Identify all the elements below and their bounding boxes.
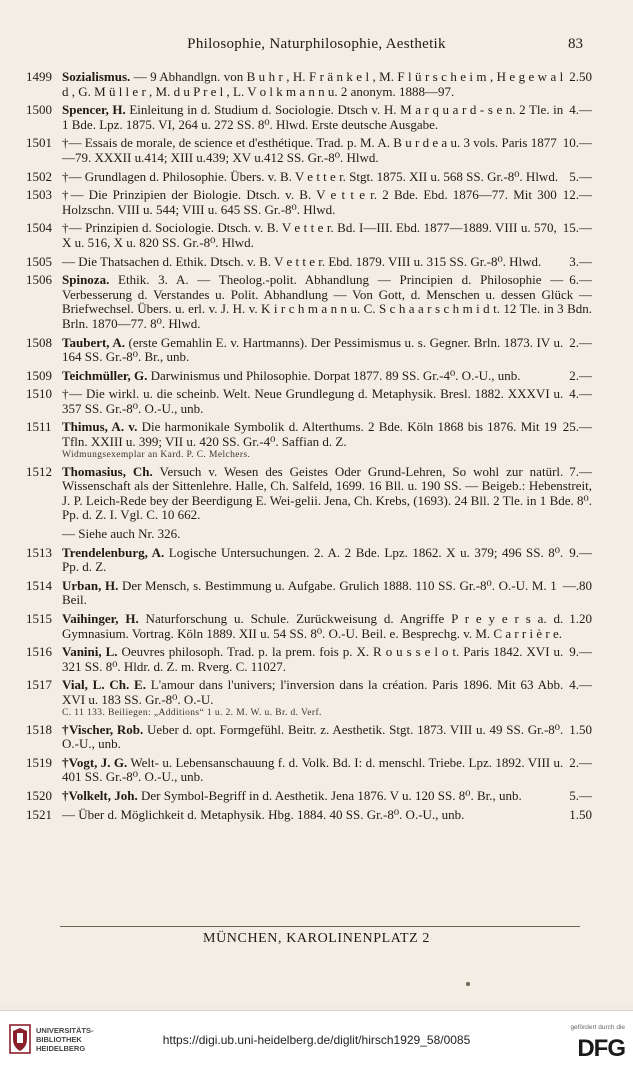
catalogue-entry <box>26 255 592 270</box>
see-also-reference: — Siehe auch Nr. 326. <box>62 526 181 542</box>
entry-author: Thimus, A. v. <box>62 419 138 435</box>
catalogue-entry <box>26 756 592 785</box>
entry-price: 4.— <box>569 677 592 693</box>
entry-price: 6.— <box>569 272 592 288</box>
catalogue-entry <box>26 546 592 575</box>
catalogue-entry <box>26 387 592 416</box>
entry-number: 1515 <box>26 611 52 626</box>
catalogue-entry <box>26 465 592 523</box>
entry-number: 1520 <box>26 787 52 803</box>
entry-text: Der Mensch, s. Bestimmung u. Aufgabe. Grulich 1888. 110 SS. Gr.-8⁰. O.-U. M. 1 Beil. <box>62 577 557 608</box>
entry-price: 5.— <box>569 168 592 184</box>
catalogue-entry <box>26 336 592 365</box>
running-head <box>0 36 633 56</box>
catalogue-entry <box>26 136 592 165</box>
entry-number: 1512 <box>26 463 52 479</box>
entry-number: 1518 <box>26 721 52 737</box>
entry-number: 1509 <box>26 367 52 383</box>
entry-author: Trendelenburg, A. <box>62 544 165 560</box>
catalogue-entry <box>26 170 592 185</box>
entry-number: 1511 <box>26 419 52 435</box>
running-head-title: Philosophie, Naturphilosophie, Aesthetik <box>187 36 446 52</box>
entry-text: Die harmonikale Symbolik d. Alterthums. 2 Bde. Köln 1868 bis 1876. Mit 19 Tfln. XXIII u. 399; VII u. 420 SS. Gr.-4⁰. Saffian d. Z. <box>62 419 557 450</box>
entry-price: 3.— <box>569 253 592 269</box>
entry-text: (erste Gemahlin E. v. Hartmanns). Der Pessimismus u. s. Gegner. Brln. 1873. IV u. 164 SS. Gr.-8⁰. Br., unb. <box>62 334 564 365</box>
entry-author: Urban, H. <box>62 577 119 593</box>
catalogue-entry <box>26 369 592 384</box>
entry-number: 1502 <box>26 168 52 184</box>
funding-caption: gefördert durch die <box>570 1024 625 1031</box>
entry-author: †Volkelt, Joh. <box>62 787 138 803</box>
entry-author: Spinoza. <box>62 272 110 288</box>
entry-note: C. 11 133. Beiliegen: „Additions“ 1 u. 2. M. W. u. Br. d. Verf. <box>62 707 322 718</box>
entry-text: †— Die Prinzipien der Biologie. Dtsch. v. B. V e t t e r. 2 Bde. Ebd. 1876—77. Mit 300 Holzschn. VIII u. 544; VIII u. 645 SS. Gr.-8⁰. Hlwd. <box>62 187 557 217</box>
entry-text: Logische Untersuchungen. 2. A. 2 Bde. Lpz. 1862. X u. 379; 496 SS. 8⁰. Pp. d. Z. <box>62 544 564 575</box>
entry-text: †— Grundlagen d. Philosophie. Übers. v. B. V e t t e r. Stgt. 1875. XII u. 568 SS. Gr.-8⁰. Hlwd. <box>62 168 559 184</box>
entry-number: 1504 <box>26 220 52 236</box>
entry-number: 1505 <box>26 253 52 269</box>
catalogue-entry <box>26 678 592 718</box>
entry-author: †Vischer, Rob. <box>62 721 144 737</box>
catalogue-entry <box>26 103 592 132</box>
entry-author: Taubert, A. <box>62 334 125 350</box>
entry-price: 5.— <box>569 787 592 803</box>
entry-number: 1521 <box>26 806 52 822</box>
entry-number: 1499 <box>26 69 52 84</box>
catalogue-entry <box>26 808 592 823</box>
entry-price: 4.— <box>569 386 592 402</box>
entry-text: Einleitung in d. Studium d. Sociologie. Dtsch v. H. M a r q u a r d - s e n. 2 Tle. in 1 Bde. Lpz. 1875. VI, 264 u. 272 SS. 8⁰. Hlwd. Erste deutsche Ausgabe. <box>62 102 564 132</box>
entry-price: 2.— <box>569 367 592 383</box>
entry-price: 1.50 <box>569 806 592 822</box>
entry-price: 9.— <box>569 544 592 560</box>
entry-author: Teichmüller, G. <box>62 367 148 383</box>
entry-price: 1.50 <box>569 721 592 737</box>
catalogue-entry <box>26 789 592 804</box>
entry-price: 10.— <box>562 135 592 151</box>
entry-text: — Über d. Möglichkeit d. Metaphysik. Hbg. 1884. 40 SS. Gr.-8⁰. O.-U., unb. <box>62 806 465 822</box>
entry-number: 1506 <box>26 272 52 288</box>
catalogue-entry <box>26 273 592 331</box>
entry-price: 4.— <box>569 102 592 118</box>
entry-number: 1514 <box>26 577 52 593</box>
entry-price: 2.50 <box>569 69 592 84</box>
entry-text: †— Die wirkl. u. die scheinb. Welt. Neue Grundlegung d. Metaphysik. Bresl. 1882. XXXVI u. 357 SS. Gr.-8⁰. O.-U., unb. <box>62 386 564 416</box>
entry-author: Sozialismus. <box>62 69 131 84</box>
catalogue-entry <box>26 70 592 99</box>
entry-text: Versuch v. Wesen des Geistes Oder Grund-Lehren, So wohl zur natürl. Wissenschaft als der Sittenlehre. Halle, Ch. Salfeld, 1699. 16 Bll. u. 190 SS. — Beigeb.: Hebenstreit, J. P. Leich-Rede bey der Beerdigung E. Wei-gelii. Jena, Ch. Krebs, (1693). 24 Bll. 2 Tle. in 1 Bde. 8⁰. Pp. d. Z. I. Vgl. C. 10 662. <box>62 463 592 523</box>
catalogue-entry <box>26 221 592 250</box>
entry-price: 25.— <box>562 419 592 435</box>
dfg-logo: DFG <box>577 1035 625 1062</box>
footer-address: MÜNCHEN, KAROLINENPLATZ 2 <box>203 931 430 946</box>
viewer-footer-bar <box>0 1010 633 1069</box>
entry-text: Oeuvres philosoph. Trad. p. la prem. fois p. X. R o u s s e l o t. Paris 1842. XVI u. 321 SS. 8⁰. Hldr. d. Z. m. Rverg. C. 11027. <box>62 644 564 674</box>
entry-text: — 9 Abhandlgn. von B u h r , H. F r ä n k e l , M. F l ü r s c h e i m , H e g e w a l d , G. M ü l l e r , M. d u P r e l , L. V o l k m a n n u. 2 anonym. 1888—97. <box>62 69 564 99</box>
catalogue-entry <box>26 579 592 608</box>
entry-number: 1510 <box>26 386 52 402</box>
permalink-url[interactable]: https://digi.ub.uni-heidelberg.de/diglit/hirsch1929_58/0085 <box>162 1033 471 1047</box>
page-number: 83 <box>568 36 583 52</box>
entry-price: 1.20 <box>569 611 592 626</box>
catalogue-entry <box>26 420 592 460</box>
entry-number: 1517 <box>26 677 52 693</box>
entry-price: 7.— <box>569 463 592 479</box>
entry-price: 12.— <box>562 187 592 203</box>
entry-text: Ueber d. opt. Formgefühl. Beitr. z. Aesthetik. Stgt. 1873. VIII u. 49 SS. Gr.-8⁰. O.-U., unb. <box>62 721 564 752</box>
catalogue-entry <box>26 612 592 641</box>
entry-number: 1508 <box>26 334 52 350</box>
entry-text: Naturforschung u. Schule. Zurückweisung d. Angriffe P r e y e r s a. d. Gymnasium. Vortrag. Köln 1889. XII u. 54 SS. 8⁰. O.-U. Beil. e. Besprechg. v. M. C a r r i è r e. <box>62 611 564 641</box>
entry-text: †— Essais de morale, de science et d'esthétique. Trad. p. M. A. B u r d e a u. 3 vols. Paris 1877—79. XXXII u.414; XIII u.439; XV u.412 SS. Gr.-8⁰. Hlwd. <box>62 135 557 165</box>
entry-price: 2.— <box>569 754 592 770</box>
entry-price: 2.— <box>569 334 592 350</box>
entry-author: Vanini, L. <box>62 644 118 660</box>
entry-number: 1503 <box>26 187 52 203</box>
catalogue-entry <box>26 645 592 674</box>
entry-number: 1513 <box>26 544 52 560</box>
catalogue-entry <box>26 723 592 752</box>
entry-number: 1500 <box>26 102 52 118</box>
entry-number: 1519 <box>26 754 52 770</box>
entry-author: Thomasius, Ch. <box>62 463 153 479</box>
entry-text: †— Prinzipien d. Sociologie. Dtsch. v. B. V e t t e r. Bd. I—III. Ebd. 1877—1889. VIII u. 570, X u. 516, X u. 820 SS. Gr.-8⁰. Hlwd. <box>62 220 557 250</box>
entry-author: Vaihinger, H. <box>62 611 139 626</box>
catalogue-entry <box>26 188 592 217</box>
entry-text: Der Symbol-Begriff in d. Aesthetik. Jena 1876. V u. 120 SS. 8⁰. Br., unb. <box>137 787 522 803</box>
entry-number: 1501 <box>26 135 52 151</box>
entry-price: 15.— <box>562 220 592 236</box>
entry-text: Welt- u. Lebensanschauung f. d. Volk. Bd. I: d. menschl. Triebe. Lpz. 1892. VIII u. 401 SS. Gr.-8⁰. O.-U., unb. <box>62 754 564 785</box>
entry-price: —.80 <box>562 577 592 593</box>
entry-text: Darwinismus und Philosophie. Dorpat 1877. 89 SS. Gr.-4⁰. O.-U., unb. <box>147 367 521 383</box>
entry-author: Vial, L. Ch. E. <box>62 677 146 693</box>
entry-text: L'amour dans l'univers; l'inversion dans la création. Paris 1896. Mit 63 Abb. XVI u. 183 SS. Gr.-8⁰. O.-U. <box>62 677 564 707</box>
entry-text: — Die Thatsachen d. Ethik. Dtsch. v. B. V e t t e r. Ebd. 1879. VIII u. 315 SS. Gr.-8⁰. Hlwd. <box>62 253 542 269</box>
entry-author: †Vogt, J. G. <box>62 754 128 770</box>
entry-note: Widmungsexemplar an Kard. P. C. Melchers. <box>62 449 251 460</box>
entry-text: Ethik. 3. A. — Theolog.-polit. Abhandlung — Principien d. Philosophie — Verbesserung d. Verstandes u. Polit. Abhandlung — Von Gott, d. Menschen u. dessen Glück — Briefwechsel. Übers. u. erl. v. J. H. v. K i r c h m a n n u. C. S c h a a r s c h m i d t. 12 Tle. in 3 Bdn. Brln. 1870—77. 8⁰. Hlwd. <box>62 272 592 331</box>
catalogue-entries <box>26 70 592 826</box>
entry-number: 1516 <box>26 644 52 660</box>
footer-rule <box>60 926 580 927</box>
paper-speck <box>466 982 470 986</box>
entry-price: 9.— <box>569 644 592 660</box>
library-name: UNIVERSITÄTS- BIBLIOTHEK HEIDELBERG <box>36 1026 94 1053</box>
entry-author: Spencer, H. <box>62 102 126 118</box>
